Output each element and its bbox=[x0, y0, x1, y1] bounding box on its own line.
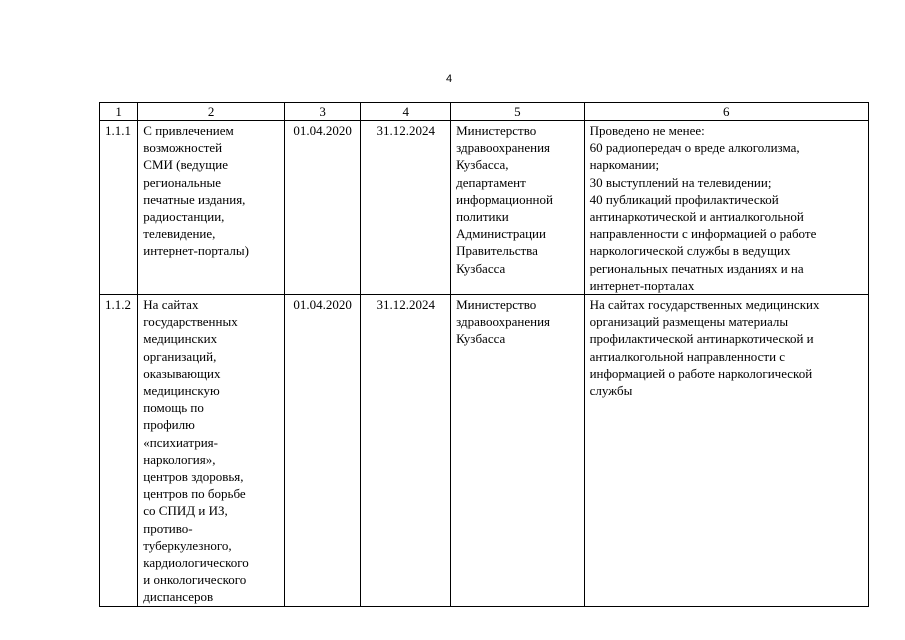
start-date: 01.04.2020 bbox=[284, 121, 361, 295]
column-header: 3 bbox=[284, 103, 361, 121]
start-date: 01.04.2020 bbox=[284, 295, 361, 607]
item-number: 1.1.2 bbox=[100, 295, 138, 607]
activities-table bbox=[99, 102, 869, 607]
column-header: 2 bbox=[138, 103, 285, 121]
end-date: 31.12.2024 bbox=[361, 121, 451, 295]
executor: Министерство здравоохранения Кузбасса, департамент информационной политики Администрации Правительства Кузбасса bbox=[451, 121, 584, 295]
column-header: 5 bbox=[451, 103, 584, 121]
executor: Министерство здравоохранения Кузбасса bbox=[451, 295, 584, 607]
item-number: 1.1.1 bbox=[100, 121, 138, 295]
column-header: 4 bbox=[361, 103, 451, 121]
activity-name: На сайтах государственных медицинских организаций, оказывающих медицинскую помощь по профилю «психиатрия- наркология», центров здоровья, центров по борьбе со СПИД и ИЗ, противо- туберкулезного, кардиологического и онкологического диспансеров bbox=[138, 295, 285, 607]
activity-name: С привлечением возможностей СМИ (ведущие региональные печатные издания, радиостанции, телевидение, интернет-порталы) bbox=[138, 121, 285, 295]
table-row bbox=[100, 295, 869, 607]
page-number: 4 bbox=[445, 73, 453, 85]
expected-result: На сайтах государственных медицинских организаций размещены материалы профилактической антинаркотической и антиалкогольной направленности с информацией о работе наркологической службы bbox=[584, 295, 868, 607]
table-row bbox=[100, 121, 869, 295]
column-header: 6 bbox=[584, 103, 868, 121]
expected-result: Проведено не менее: 60 радиопередач о вреде алкоголизма, наркомании; 30 выступлений на телевидении; 40 публикаций профилактической антинаркотической и антиалкогольной направленности с информацией о работе наркологической службы в ведущих региональных печатных изданиях и на интернет-порталах bbox=[584, 121, 868, 295]
table-header-row bbox=[100, 103, 869, 121]
column-header: 1 bbox=[100, 103, 138, 121]
end-date: 31.12.2024 bbox=[361, 295, 451, 607]
